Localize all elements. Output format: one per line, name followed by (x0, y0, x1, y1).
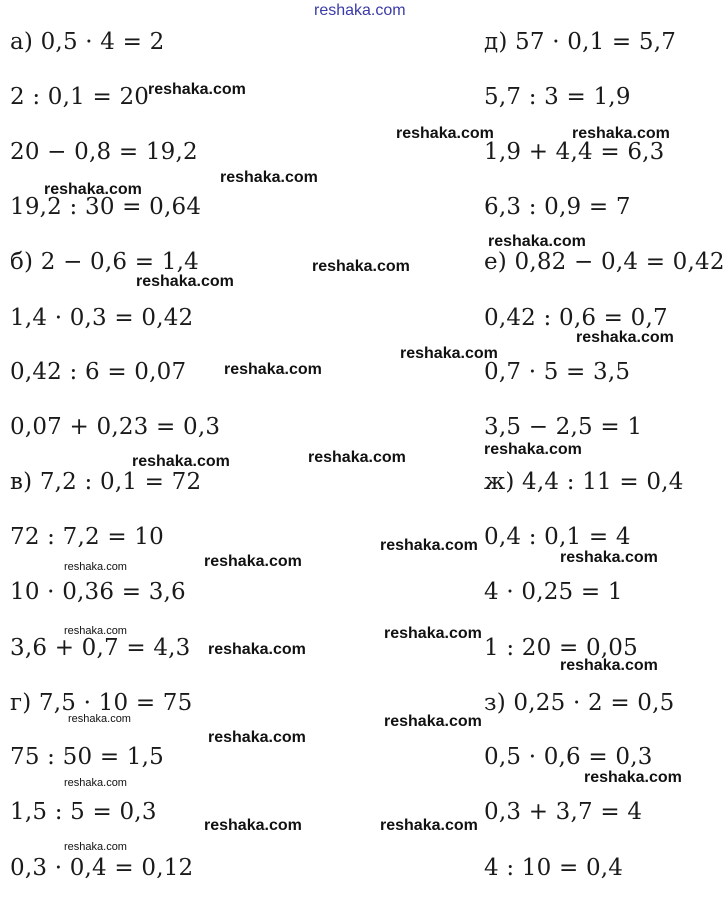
equation-zh3: 4 · 0,25 = 1 (484, 579, 623, 605)
equation-e1: е) 0,82 − 0,4 = 0,42 (484, 249, 725, 275)
equation-a1: а) 0,5 · 4 = 2 (10, 29, 165, 55)
equation-v3: 10 · 0,36 = 3,6 (10, 579, 186, 605)
watermark: reshaka.com (384, 713, 482, 730)
equation-g1: г) 7,5 · 10 = 75 (10, 690, 193, 716)
watermark: reshaka.com (308, 449, 406, 466)
watermark: reshaka.com (68, 713, 131, 725)
equation-d1: д) 57 · 0,1 = 5,7 (484, 29, 677, 55)
equation-z1: з) 0,25 · 2 = 0,5 (484, 690, 675, 716)
equation-e4: 3,5 − 2,5 = 1 (484, 414, 643, 440)
watermark: reshaka.com (220, 169, 318, 186)
equation-d2: 5,7 : 3 = 1,9 (484, 84, 631, 110)
watermark: reshaka.com (64, 777, 127, 789)
equation-z2: 0,5 · 0,6 = 0,3 (484, 744, 653, 770)
equation-d4: 6,3 : 0,9 = 7 (484, 194, 631, 220)
equation-d3: 1,9 + 4,4 = 6,3 (484, 139, 665, 165)
equation-v2: 72 : 7,2 = 10 (10, 524, 164, 550)
watermark: reshaka.com (44, 181, 142, 198)
watermark: reshaka.com (204, 817, 302, 834)
watermark: reshaka.com (312, 258, 410, 275)
equation-b4: 0,07 + 0,23 = 0,3 (10, 414, 221, 440)
watermark: reshaka.com (204, 553, 302, 570)
equation-z3: 0,3 + 3,7 = 4 (484, 799, 643, 825)
watermark: reshaka.com (396, 125, 494, 142)
equation-g2: 75 : 50 = 1,5 (10, 744, 164, 770)
watermark: reshaka.com (576, 329, 674, 346)
watermark: reshaka.com (572, 125, 670, 142)
equation-e2: 0,42 : 0,6 = 0,7 (484, 305, 668, 331)
equation-v4: 3,6 + 0,7 = 4,3 (10, 635, 191, 661)
watermark: reshaka.com (208, 729, 306, 746)
watermark: reshaka.com (148, 81, 246, 98)
equation-v1: в) 7,2 : 0,1 = 72 (10, 469, 202, 495)
equation-b1: б) 2 − 0,6 = 1,4 (10, 249, 199, 275)
watermark: reshaka.com (584, 769, 682, 786)
equation-zh2: 0,4 : 0,1 = 4 (484, 524, 631, 550)
watermark: reshaka.com (64, 561, 127, 573)
site-header: reshaka.com (314, 2, 406, 19)
watermark: reshaka.com (488, 233, 586, 250)
equation-g3: 1,5 : 5 = 0,3 (10, 799, 157, 825)
watermark: reshaka.com (380, 537, 478, 554)
watermark: reshaka.com (380, 817, 478, 834)
equation-g4: 0,3 · 0,4 = 0,12 (10, 855, 194, 881)
equation-a4: 19,2 : 30 = 0,64 (10, 194, 202, 220)
watermark: reshaka.com (484, 441, 582, 458)
watermark: reshaka.com (224, 361, 322, 378)
equation-b3: 0,42 : 6 = 0,07 (10, 359, 187, 385)
equation-a3: 20 − 0,8 = 19,2 (10, 139, 198, 165)
watermark: reshaka.com (64, 625, 127, 637)
equation-zh1: ж) 4,4 : 11 = 0,4 (484, 469, 684, 495)
watermark: reshaka.com (132, 453, 230, 470)
watermark: reshaka.com (560, 549, 658, 566)
watermark: reshaka.com (208, 641, 306, 658)
equation-b2: 1,4 · 0,3 = 0,42 (10, 305, 194, 331)
watermark: reshaka.com (560, 657, 658, 674)
watermark: reshaka.com (384, 625, 482, 642)
equation-a2: 2 : 0,1 = 20 (10, 84, 150, 110)
equation-e3: 0,7 · 5 = 3,5 (484, 359, 631, 385)
equation-z4: 4 : 10 = 0,4 (484, 855, 624, 881)
watermark: reshaka.com (136, 273, 234, 290)
equation-zh4: 1 : 20 = 0,05 (484, 635, 638, 661)
watermark: reshaka.com (64, 841, 127, 853)
watermark: reshaka.com (400, 345, 498, 362)
